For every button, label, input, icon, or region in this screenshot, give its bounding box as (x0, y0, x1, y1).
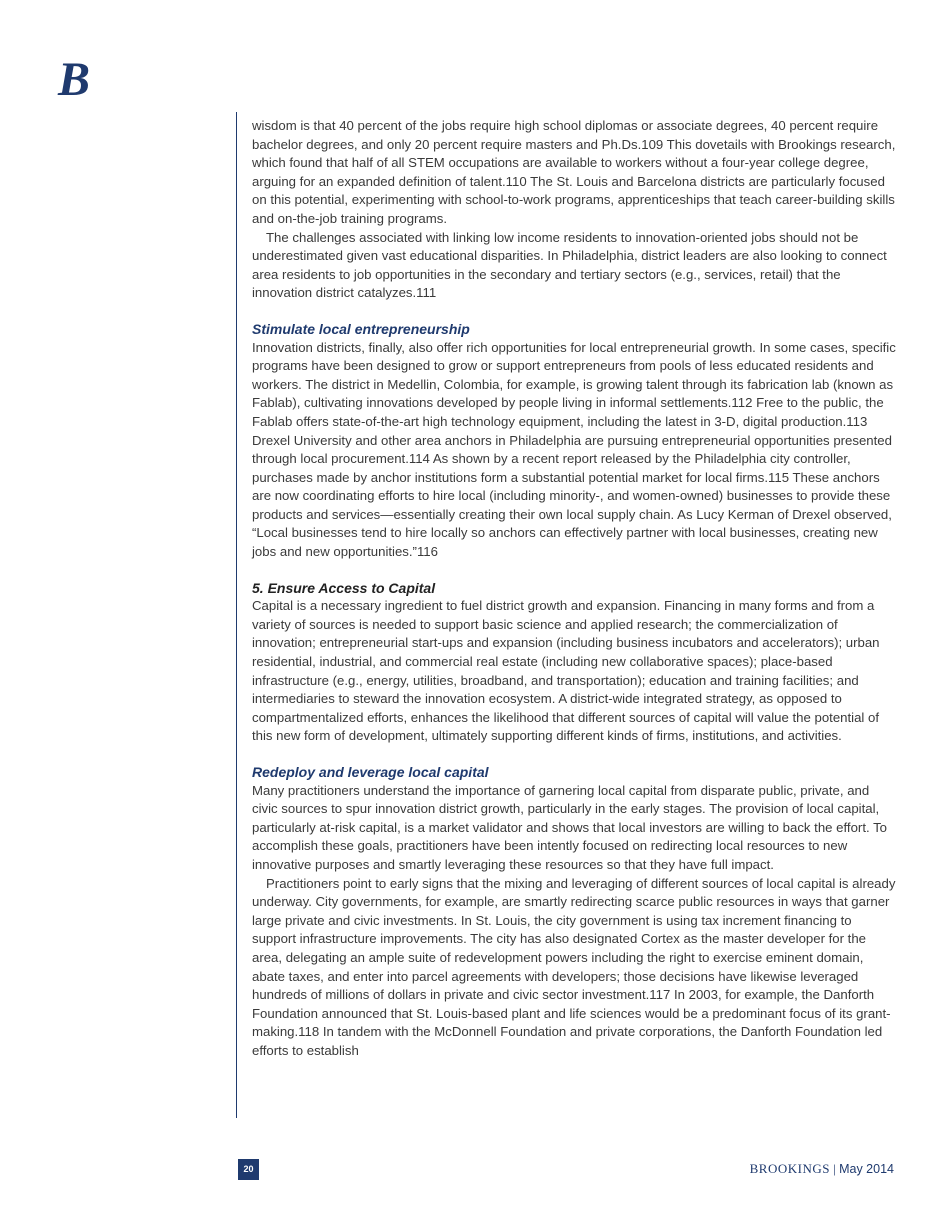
brookings-logo: B (58, 53, 90, 106)
heading-stimulate-entrepreneurship: Stimulate local entrepreneurship (252, 320, 470, 337)
page-number: 20 (238, 1159, 259, 1180)
paragraph-1: wisdom is that 40 percent of the jobs require high school diplomas or associate degrees, 40 percent require bachelor degrees, and only 20 percent require masters and Ph.Ds.109 This dovetails with Brookings research, which found that half of all STEM occupations are available to workers without a four-year college degree, arguing for an expanded definition of talent.110 The St. Louis and Barcelona districts are particularly focused on this potential, experimenting with school-to-work programs, apprenticeships that teach career-building skills and on-the-job training programs. (252, 118, 896, 226)
footer-date: May 2014 (839, 1162, 894, 1176)
paragraph-4: Capital is a necessary ingredient to fuel district growth and expansion. Financing in many forms and from a variety of sources is needed to support basic science and applied research; the commercialization of innovation; entrepreneurial start-ups and expansion (including business incubators and accelerators); urban residential, industrial, and commercial real estate (including new collaborative spaces); place-based infrastructure (e.g., energy, utilities, broadband, and transportation); education and training facilities; and intermediaries to steward the innovation ecosystem. A district-wide integrated strategy, as opposed to compartmentalized efforts, enhances the likelihood that different sources of capital will value the potential of this new form of development, ultimately supporting different kinds of firms, institutions, and activities. (252, 598, 880, 744)
paragraph-2: The challenges associated with linking low income residents to innovation-oriented jobs should not be underestimated given vast educational disparities. In Philadelphia, district leaders are also looking to connect area residents to job opportunities in the secondary and tertiary sectors (e.g., services, retail) that the innovation district catalyzes.111 (252, 229, 887, 301)
paragraph-3: Innovation districts, finally, also offer rich opportunities for local entrepreneurial growth. In some cases, specific programs have been designed to grow or support entrepreneurs from pools of less educated residents and workers. The district in Medellin, Colombia, for example, is growing talent through its fabrication lab (known as Fablab), cultivating innovations developed by people living in informal settlements.112 Free to the public, the Fablab offers state-of-the-art high technology equipment, including the latest in 3-D, digital production.113 Drexel University and other area anchors in Philadelphia are pursuing entrepreneurial opportunities presented through local procurement.114 As shown by a recent report released by the Philadelphia city controller, purchases made by anchor institutions form a substantial potential market for local firms.115 These anchors are now coordinating efforts to hire local (including minority-, and women-owned) businesses to provide these products and services—essentially creating their own local supply chain. As Lucy Kerman of Drexel observed, “Local businesses tend to hire locally so anchors can effectively partner with local businesses, creating new jobs and new opportunities.”116 (252, 339, 896, 560)
heading-ensure-access-capital: 5. Ensure Access to Capital (252, 579, 436, 596)
footer-separator: | (829, 1161, 840, 1176)
footer-brand-date (750, 1161, 894, 1177)
paragraph-5: Many practitioners understand the importance of garnering local capital from disparate public, private, and civic sources to spur innovation district growth, particularly in the early stages. The provision of local capital, particularly at-risk capital, is a market validator and shows that local investors are willing to back the effort. To accomplish these goals, practitioners have been intently focused on redirecting local resources to new innovative purposes and smartly leveraging these resources so that they have full impact. (252, 782, 887, 872)
body-content (252, 117, 898, 1061)
paragraph-6: Practitioners point to early signs that the mixing and leveraging of different sources of local capital is already underway. City governments, for example, are smartly redirecting scarce public resources in ways that garner large private and civic investments. In St. Louis, the city government is using tax increment financing to support infrastructure improvements. The city has also designated Cortex as the master developer for the area, delegating an ample suite of redevelopment powers including the right to exercise eminent domain, abate taxes, and enter into parcel agreements with developers; those decisions have likewise leveraged hundreds of millions of dollars in private and civic sector investment.117 In 2003, for example, the Danforth Foundation announced that St. Louis-based plant and life sciences would be a predominant focus of its grant-making.118 In tandem with the McDonnell Foundation and private corporations, the Danforth Foundation led efforts to establish (252, 875, 896, 1058)
footer-brand: BROOKINGS (749, 1161, 830, 1176)
margin-rule (236, 112, 237, 1118)
heading-redeploy-local-capital: Redeploy and leverage local capital (252, 764, 489, 780)
